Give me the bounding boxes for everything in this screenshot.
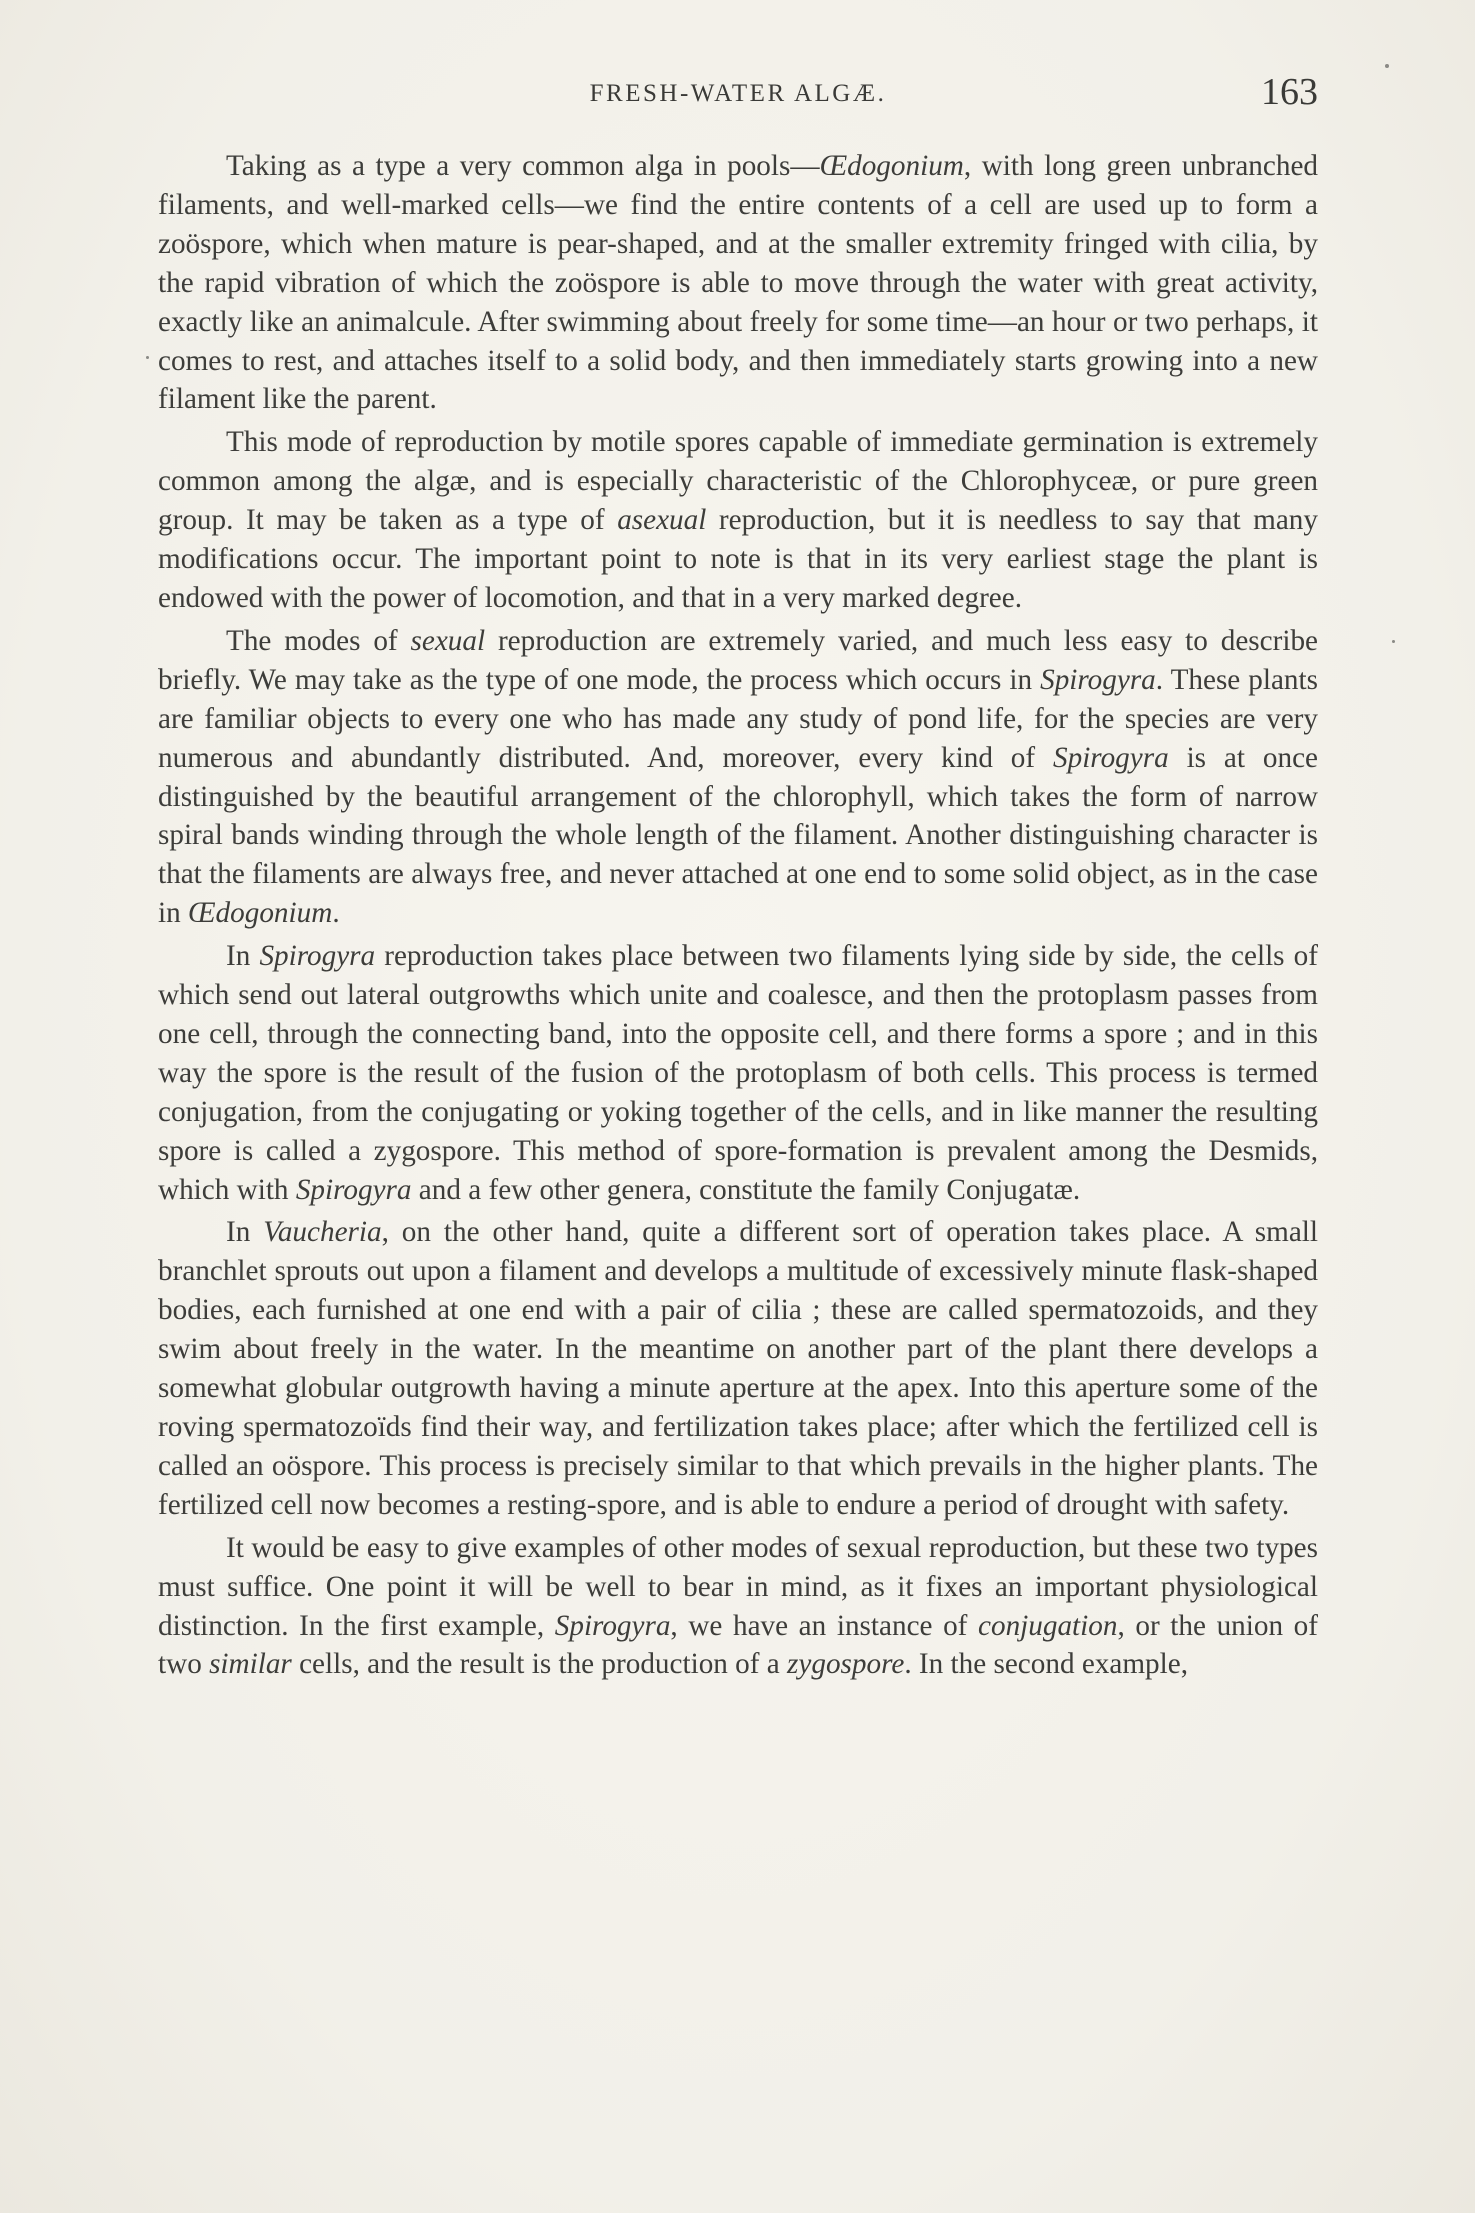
text-run: . These plants are familiar objects to every one who has made any study of pond life, for the species are very numerous and abundantly distributed. And, moreover, every kind of (158, 663, 1318, 774)
italic-term: Spirogyra (1040, 663, 1156, 696)
text-run: and a few other genera, constitute the family Conjugatæ. (411, 1173, 1081, 1206)
italic-term: Spirogyra (554, 1609, 671, 1642)
italic-term: similar (209, 1648, 292, 1681)
italic-term: Spirogyra (1053, 741, 1169, 774)
paper-speck (1385, 64, 1389, 68)
text-run: . (332, 897, 340, 930)
paper-speck (146, 356, 149, 359)
paragraph (158, 622, 1318, 933)
text-run: In (226, 940, 260, 973)
italic-term: Vaucheria (263, 1216, 382, 1249)
paragraph (158, 147, 1318, 419)
italic-term: Spirogyra (295, 1173, 412, 1206)
text-run: , or the union of two (158, 1609, 1318, 1681)
text-run: This mode of reproduction by motile spores capable of immediate germination is extremely common among the algæ, and is especially characteristic of the Chlorophyceæ, or pure green group. It may be taken as a type of (158, 426, 1318, 537)
italic-term: zygospore (787, 1648, 905, 1681)
text-run: It would be easy to give examples of other modes of sexual reproduction, but these two types must suffice. One point it will be well to bear in mind, as it fixes an important physiological distinction. In the first example, (158, 1531, 1318, 1642)
italic-term: Œdogonium (819, 150, 964, 182)
paper-speck (1392, 640, 1395, 643)
paragraph (158, 423, 1318, 618)
text-run: Taking as a type a very common alga in pools— (226, 150, 820, 182)
page-number: 163 (1261, 71, 1318, 113)
text-run: , on the other hand, quite a different sort of operation takes place. A small branchlet sprouts out upon a filament and develops a multitude of excessively minute flask-shaped bodies, each furnished at one end with a pair of cilia ; these are called spermatozoids, and they swim about freely in the water. In the meantime on another part of the plant there develops a somewhat globular outgrowth having a minute aperture at the apex. Into this aperture some of the roving spermatozoïds find their way, and fertilization takes place; after which the fertilized cell is called an oöspore. This process is precisely similar to that which prevails in the higher plants. The fertilized cell now becomes a resting-spore, and is able to endure a period of drought with safety. (158, 1216, 1318, 1521)
text-run: reproduction, but it is needless to say that many modifications occur. The important point to note is that in its very earliest stage the plant is endowed with the power of locomotion, and that in a very marked degree. (158, 504, 1318, 614)
italic-term: conjugation (978, 1609, 1118, 1642)
body-text (158, 147, 1318, 1688)
paragraph (158, 937, 1318, 1209)
text-run: is at once distinguished by the beautiful arrangement of the chlorophyll, which takes the form of narrow spiral bands winding through the whole length of the filament. Another distinguishing character is that the filaments are always free, and never attached at one end to some solid object, as in the case in (158, 741, 1318, 930)
text-run: reproduction are extremely varied, and much less easy to describe briefly. We may take as the type of one mode, the process which occurs in (158, 624, 1318, 696)
italic-term: Spirogyra (259, 940, 376, 973)
paragraph (158, 1529, 1318, 1685)
text-run: . In the second example, (904, 1648, 1188, 1681)
running-title: FRESH-WATER ALGÆ. (589, 80, 887, 107)
text-run: , with long green unbranched filaments, and well-marked cells—we find the entire contents of a cell are used up to form a zoöspore, which when mature is pear-shaped, and at the smaller extremity fringed with cilia, by the rapid vibration of which the zoöspore is able to move through the water with great activity, exactly like an animalcule. After swimming about freely for some time—an hour or two perhaps, it comes to rest, and attaches itself to a solid body, and then immediately starts growing into a new filament like the parent. (158, 150, 1318, 416)
paragraph (158, 1213, 1318, 1524)
text-run: In (226, 1216, 264, 1249)
text-run: , we have an instance of (670, 1609, 979, 1642)
text-run: The modes of (226, 624, 411, 657)
italic-term: Œdogonium (188, 897, 333, 930)
text-run: cells, and the result is the production of a (291, 1648, 788, 1681)
text-run: reproduction takes place between two filaments lying side by side, the cells of which send out lateral outgrowths which unite and coalesce, and then the protoplasm passes from one cell, through the connecting band, into the opposite cell, and there forms a spore ; and in this way the spore is the result of the fusion of the protoplasm of both cells. This process is termed conjugation, from the conjugating or yoking together of the cells, and in like manner the resulting spore is called a zygospore. This method of spore-formation is prevalent among the Desmids, which with (158, 940, 1318, 1206)
italic-term: asexual (617, 504, 707, 537)
italic-term: sexual (410, 624, 486, 657)
page-header (158, 70, 1318, 120)
